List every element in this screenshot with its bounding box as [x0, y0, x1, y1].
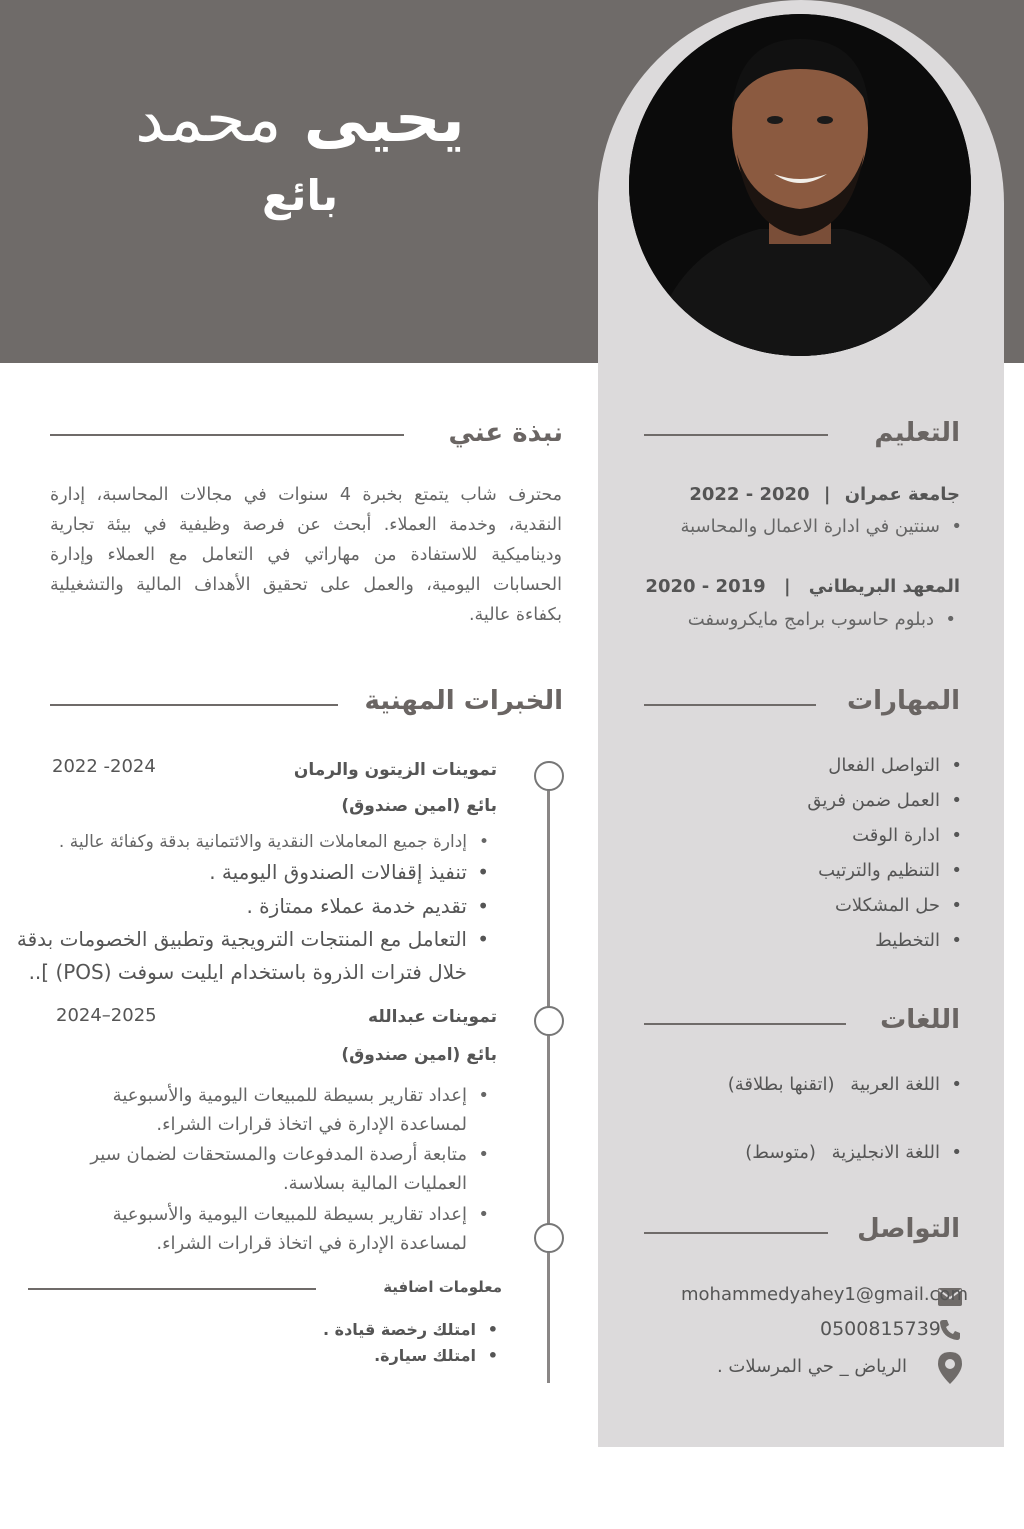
education-school: جامعة عمران — [844, 484, 960, 505]
job-role: بائع — [261, 171, 338, 220]
education-years: 2019 - 2020 — [645, 576, 766, 597]
experience-title: الخبرات المهنية — [364, 686, 563, 716]
education-entry-1 — [689, 484, 960, 505]
job-duty: تقديم خدمة عملاء ممتازة . • — [246, 894, 467, 918]
contact-phone[interactable]: 0500815739 — [820, 1318, 941, 1340]
extra-info-divider — [28, 1288, 316, 1290]
job-duty-continued: العمليات المالية بسلاسة. — [282, 1173, 467, 1194]
location-pin-icon — [938, 1352, 962, 1388]
language-item — [728, 1074, 940, 1095]
job-position: بائع (امين صندوق) — [341, 796, 497, 816]
skill-item: العمل ضمن فريق • — [807, 790, 940, 811]
job-company: تموينات الزيتون والرمان — [293, 760, 497, 780]
contact-address: الرياض _ حي المرسلات . — [716, 1356, 907, 1377]
skills-title: المهارات — [846, 686, 960, 716]
job-company: تموينات عبدالله — [368, 1007, 497, 1027]
about-title: نبذة عني — [448, 418, 563, 448]
education-entry-2 — [645, 576, 960, 597]
extra-info-item: امتلك رخصة قيادة . • — [323, 1320, 476, 1339]
skill-item: التواصل الفعال • — [828, 755, 940, 776]
first-name: محمد — [135, 83, 282, 157]
language-level: (اتقنها بطلاقة) — [727, 1074, 835, 1095]
languages-divider — [644, 1023, 846, 1025]
job-duty: تنفيذ إقفالات الصندوق اليومية . • — [209, 860, 467, 884]
timeline-node — [534, 761, 564, 791]
education-title: التعليم — [874, 418, 960, 448]
contact-title: التواصل — [857, 1214, 960, 1244]
education-school: المعهد البريطاني — [808, 576, 960, 597]
job-dates: 2024–2025 — [56, 1005, 157, 1026]
job-duty-continued: لمساعدة الإدارة في اتخاذ قرارات الشراء. — [156, 1114, 467, 1135]
job-duty: متابعة أرصدة المدفوعات والمستحقات لضمان سير • — [90, 1144, 467, 1165]
experience-divider — [50, 704, 338, 706]
timeline-line — [547, 768, 550, 1383]
education-detail: سنتين في ادارة الاعمال والمحاسبة • — [680, 516, 940, 537]
contact-divider — [644, 1232, 828, 1234]
job-duty: إعداد تقارير بسيطة للمبيعات اليومية والأسبوعية • — [113, 1204, 467, 1225]
job-position: بائع (امين صندوق) — [341, 1045, 497, 1065]
skill-item: التنظيم والترتيب • — [818, 860, 940, 881]
about-divider — [50, 434, 404, 436]
last-name: يحيى — [303, 83, 465, 157]
skills-divider — [644, 704, 816, 706]
job-duty: إدارة جميع المعاملات النقدية والائتمانية بدقة وكفائة عالية . • — [59, 832, 467, 852]
skill-item: حل المشكلات • — [835, 895, 940, 916]
education-separator: | — [823, 484, 831, 505]
languages-title: اللغات — [880, 1005, 960, 1035]
education-years: 2020 - 2022 — [689, 484, 810, 505]
contact-email[interactable]: mohammedyahey1@gmail.com — [681, 1284, 968, 1305]
language-item — [745, 1142, 940, 1163]
timeline-node — [534, 1223, 564, 1253]
about-text: محترف شاب يتمتع بخبرة 4 سنوات في مجالات المحاسبة، إدارة النقدية، وخدمة العملاء. أبحث عن فرصة وظيفية في بيئة تجارية وديناميكية للاستفادة من مهاراتي في التعامل مع العملاء وإدارة الحسابات اليومية، والعمل على تحقيق الأهداف المالية والتشغيلية بكفاءة عالية. — [50, 485, 562, 625]
language-name: اللغة الانجليزية — [831, 1142, 940, 1163]
profile-photo — [629, 14, 971, 356]
job-duty-continued: لمساعدة الإدارة في اتخاذ قرارات الشراء. — [156, 1233, 467, 1254]
job-duty: التعامل مع المنتجات الترويجية وتطبيق الخصومات بدقة • — [17, 927, 467, 951]
timeline-node — [534, 1006, 564, 1036]
education-divider — [644, 434, 828, 436]
skill-item: ادارة الوقت • — [852, 825, 940, 846]
job-duty-continued: خلال فترات الذروة باستخدام ايليت سوفت (POS) ].. — [28, 960, 467, 984]
job-duty: إعداد تقارير بسيطة للمبيعات اليومية والأسبوعية • — [113, 1085, 467, 1106]
education-detail: دبلوم حاسوب برامج مايكروسفت • — [688, 609, 934, 630]
phone-icon — [938, 1318, 962, 1346]
job-dates: 2022 -2024 — [52, 756, 156, 777]
language-level: (متوسط) — [745, 1142, 816, 1163]
education-separator: | — [783, 576, 791, 597]
person-name — [60, 80, 540, 160]
extra-info-item: امتلك سيارة. • — [374, 1346, 476, 1365]
extra-info-title: معلومات اضافية — [383, 1278, 502, 1296]
skill-item: التخطيط • — [875, 930, 940, 951]
language-name: اللغة العربية — [850, 1074, 940, 1095]
